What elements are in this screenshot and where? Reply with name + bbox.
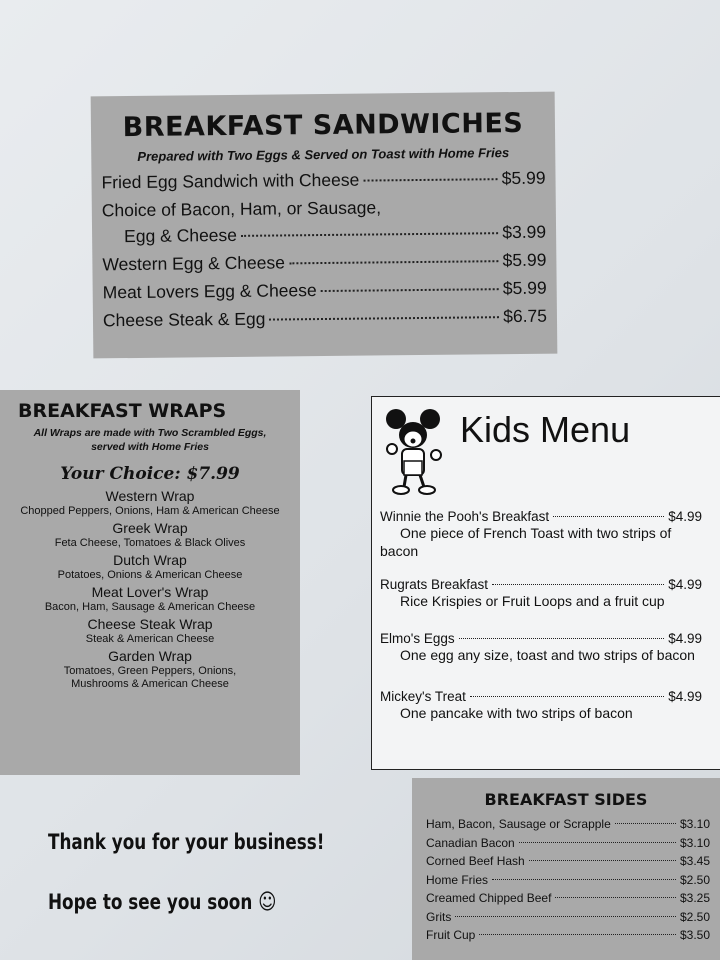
item-name: Ham, Bacon, Sausage or Scrapple — [426, 817, 611, 831]
wrap-item — [0, 648, 300, 691]
item-price: $4.99 — [668, 689, 702, 704]
side-item — [412, 928, 720, 947]
side-item — [412, 817, 720, 836]
sandwiches-title: BREAKFAST SANDWICHES — [122, 107, 524, 144]
wrap-item — [0, 616, 300, 646]
side-item — [412, 836, 720, 855]
breakfast-wraps-section — [0, 390, 300, 775]
wrap-desc: Mushrooms & American Cheese — [71, 678, 229, 690]
wrap-name: Garden Wrap — [108, 648, 192, 664]
item-price: $6.75 — [503, 305, 548, 327]
wrap-item — [0, 488, 300, 518]
item-name: Creamed Chipped Beef — [426, 891, 552, 905]
wraps-subtitle — [0, 426, 300, 454]
kids-menu-section — [371, 396, 720, 770]
item-desc: Rice Krispies or Fruit Loops and a fruit cup — [400, 593, 665, 609]
item-price: $3.10 — [679, 835, 710, 850]
wrap-name: Dutch Wrap — [113, 552, 187, 568]
wrap-desc: Potatoes, Onions & American Cheese — [57, 569, 243, 581]
item-name: Fruit Cup — [426, 928, 476, 942]
wrap-name: Greek Wrap — [112, 520, 188, 536]
wrap-item — [0, 584, 300, 614]
breakfast-sandwiches-section — [91, 92, 558, 359]
item-name-line: Choice of Bacon, Ham, or Sausage, — [101, 197, 382, 221]
item-name: Egg & Cheese — [124, 224, 238, 247]
item-price: $5.99 — [501, 167, 546, 189]
breakfast-sides-section — [412, 778, 720, 960]
item-desc: One piece of French Toast with two strips of — [400, 525, 672, 541]
item-name: Grits — [426, 909, 452, 924]
item-name: Winnie the Pooh's Breakfast — [380, 509, 550, 524]
item-name: Elmo's Eggs — [380, 631, 455, 646]
thank-you-text: Thank you for your business! — [48, 830, 325, 854]
side-item — [412, 891, 720, 910]
sides-list — [412, 817, 720, 947]
wraps-title: BREAKFAST WRAPS — [18, 400, 227, 422]
wrap-name: Cheese Steak Wrap — [87, 616, 213, 632]
sandwiches-subtitle: Prepared with Two Eggs & Served on Toast with Home Fries — [137, 145, 510, 164]
wrap-item — [0, 552, 300, 582]
kids-item — [380, 631, 702, 664]
sides-title: BREAKFAST SIDES — [484, 790, 648, 809]
wrap-desc: Feta Cheese, Tomatoes & Black Olives — [54, 537, 246, 549]
item-price: $2.50 — [679, 872, 710, 887]
item-name: Canadian Bacon — [426, 835, 515, 850]
see-you-soon-line: Hope to see you soon — [48, 890, 253, 914]
item-name: Home Fries — [426, 872, 489, 887]
see-you-soon-text — [48, 890, 276, 915]
item-price: $5.99 — [502, 277, 547, 299]
wrap-desc: Bacon, Ham, Sausage & American Cheese — [44, 601, 256, 613]
item-price: $3.99 — [502, 221, 547, 243]
wraps-price: Your Choice: $7.99 — [60, 464, 240, 484]
wrap-desc: Steak & American Cheese — [85, 633, 215, 645]
wrap-item — [0, 520, 300, 550]
item-price: $3.45 — [679, 854, 710, 868]
side-item — [412, 873, 720, 892]
item-price: $4.99 — [668, 509, 702, 524]
smiley-icon: ☺ — [258, 890, 277, 915]
kids-menu-title: Kids Menu — [460, 409, 631, 450]
wraps-subtitle-line: All Wraps are made with Two Scrambled Eggs, — [33, 427, 267, 439]
item-price: $5.99 — [502, 249, 547, 271]
side-item — [412, 854, 720, 873]
item-desc: One egg any size, toast and two strips of bacon — [400, 647, 695, 663]
side-item — [412, 910, 720, 929]
item-desc: bacon — [380, 543, 419, 559]
wraps-subtitle-line: served with Home Fries — [91, 441, 209, 453]
item-price: $2.50 — [679, 909, 710, 924]
kids-item — [380, 689, 702, 722]
mickey-mouse-icon — [384, 405, 444, 497]
item-name: Meat Lovers Egg & Cheese — [102, 280, 317, 303]
item-price: $3.10 — [679, 817, 710, 831]
kids-item — [380, 509, 702, 560]
wrap-desc: Tomatoes, Green Peppers, Onions, — [63, 665, 237, 677]
item-name: Rugrats Breakfast — [380, 577, 489, 592]
item-name: Fried Egg Sandwich with Cheese — [101, 169, 360, 193]
item-price: $3.25 — [679, 891, 710, 905]
item-name: Cheese Steak & Egg — [102, 308, 266, 331]
wrap-name: Meat Lover's Wrap — [91, 584, 209, 600]
wrap-name: Western Wrap — [105, 488, 195, 504]
item-desc: One pancake with two strips of bacon — [400, 705, 633, 721]
item-price: $3.50 — [679, 928, 710, 942]
item-name: Corned Beef Hash — [426, 854, 525, 868]
item-price: $4.99 — [668, 631, 702, 646]
item-price: $4.99 — [668, 577, 702, 592]
item-name: Mickey's Treat — [380, 689, 466, 704]
item-name: Western Egg & Cheese — [102, 252, 286, 275]
kids-item — [380, 577, 702, 610]
wrap-desc: Chopped Peppers, Onions, Ham & American Cheese — [20, 505, 280, 517]
menu-item — [93, 306, 557, 339]
